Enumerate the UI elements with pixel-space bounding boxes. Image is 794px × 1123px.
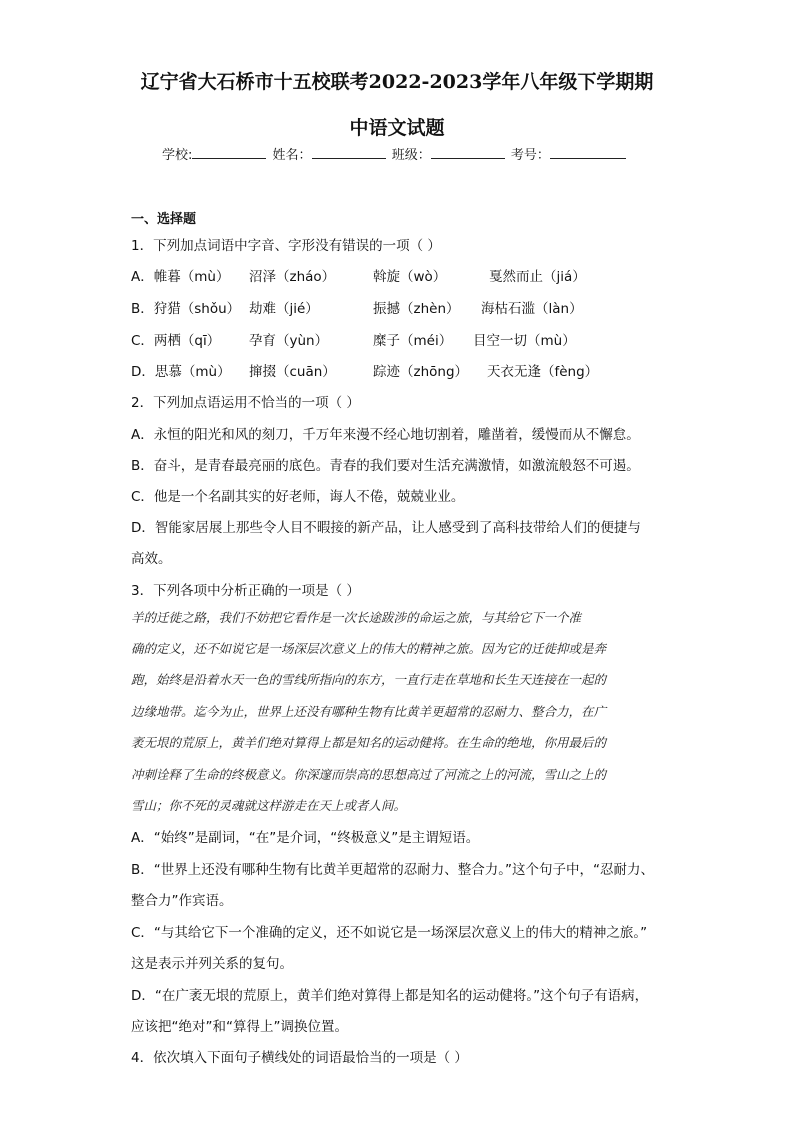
q3-passage-line: 雪山；你不死的灵魂就这样游走在天上或者人间。 [131, 798, 407, 813]
q3-stem: 3．下列各项中分析正确的一项是（ ） [131, 583, 360, 599]
q1-c-item: 孕育（yùn） [249, 333, 329, 349]
q1-a-item: 戛然而止（jiá） [489, 269, 586, 285]
number-blank[interactable] [550, 146, 626, 159]
q3-option-a: A．“始终”是副词，“在”是介词，“终极意义”是主谓短语。 [131, 830, 480, 846]
name-label: 姓名： [272, 148, 312, 163]
q1-d-item: 撺掇（cuān） [249, 364, 336, 380]
q3-passage-line: 跑，始终是沿着水天一色的雪线所指向的东方，一直行走在草地和长生天连接在一起的 [131, 672, 607, 687]
q1-option-b [131, 297, 583, 317]
q4-stem: 4．依次填入下面句子横线处的词语最恰当的一项是（ ） [131, 1050, 468, 1066]
q1-b-item: 振撼（zhèn） [373, 301, 460, 317]
q3-option-c: C．“与其给它下一个准确的定义，还不如说它是一场深层次意义上的伟大的精神之旅。” [131, 925, 648, 941]
q3-passage-line: 冲刺诠释了生命的终极意义。你深邃而崇高的思想高过了河流之上的河流，雪山之上的 [131, 767, 607, 782]
q3-option-b: B．“世界上还没有哪种生物有比黄羊更超常的忍耐力、整合力。”这个句子中，“忍耐力、 [131, 862, 654, 878]
class-label: 班级： [391, 148, 431, 163]
q3-passage-line: 边缘地带。迄今为止，世界上还没有哪种生物有比黄羊更超常的忍耐力、整合力，在广 [131, 704, 607, 719]
q1-c-item: 糜子（méi） [373, 333, 453, 349]
q1-b-item: B．狩猎（shǒu） [131, 301, 241, 317]
class-blank[interactable] [431, 146, 505, 159]
student-info-fields [162, 144, 628, 163]
q1-a-item: 斡旋（wò） [373, 269, 447, 285]
school-blank[interactable] [192, 146, 266, 159]
q1-stem: 1．下列加点词语中字音、字形没有错误的一项（ ） [131, 238, 441, 254]
q2-option-c: C．他是一个名副其实的好老师，诲人不倦，兢兢业业。 [131, 489, 465, 505]
exam-title-line2: 中语文试题 [349, 117, 445, 139]
q1-c-item: C．两栖（qī） [131, 333, 221, 349]
q3-option-d-cont: 应该把“绝对”和“算得上”调换位置。 [131, 1019, 348, 1035]
q3-option-b-cont: 整合力”作宾语。 [131, 893, 233, 909]
exam-title-line1: 辽宁省大石桥市十五校联考2022-2023学年八年级下学期期 [140, 71, 654, 93]
q2-option-a: A．永恒的阳光和风的刻刀，千万年来漫不经心地切割着，雕凿着，缓慢而从不懈怠。 [131, 427, 640, 443]
q1-a-item: A．帷暮（mù） [131, 269, 230, 285]
q3-passage-line: 确的定义，还不如说它是一场深层次意义上的伟大的精神之旅。因为它的迁徙抑或是奔 [131, 641, 607, 656]
q1-option-c [131, 329, 576, 349]
q3-option-c-cont: 这是表示并列关系的复句。 [131, 956, 293, 972]
q1-d-item: 天衣无逢（fèng） [487, 364, 599, 380]
q1-d-item: D．思慕（mù） [131, 364, 231, 380]
q3-option-d: D．“在广袤无垠的荒原上，黄羊们绝对算得上都是知名的运动健将。”这个句子有语病， [131, 988, 649, 1004]
q1-option-a [131, 265, 586, 285]
q2-option-d: D．智能家居展上那些令人目不暇接的新产品，让人感受到了高科技带给人们的便捷与 [131, 520, 641, 536]
q1-c-item: 目空一切（mù） [473, 333, 576, 349]
q1-a-item: 沼泽（zháo） [249, 269, 336, 285]
q1-d-item: 踪迹（zhōng） [373, 364, 469, 380]
q1-b-item: 海枯石滥（làn） [481, 301, 583, 317]
q2-option-d-cont: 高效。 [131, 551, 172, 567]
q3-passage-line: 袤无垠的荒原上，黄羊们绝对算得上都是知名的运动健将。在生命的绝地，你用最后的 [131, 735, 607, 750]
q2-option-b: B．奋斗，是青春最亮丽的底色。青春的我们要对生活充满激情，如激流般怒不可遏。 [131, 458, 640, 474]
section-heading: 一、选择题 [131, 212, 197, 227]
name-blank[interactable] [312, 146, 386, 159]
number-label: 考号： [510, 148, 550, 163]
q1-b-item: 劫难（jié） [249, 301, 319, 317]
school-label: 学校: [162, 148, 193, 163]
q2-stem: 2．下列加点语运用不恰当的一项（ ） [131, 395, 360, 411]
q1-option-d [131, 360, 598, 380]
q3-passage-line: 羊的迁徙之路，我们不妨把它看作是一次长途跋涉的命运之旅，与其给它下一个准 [131, 610, 582, 625]
